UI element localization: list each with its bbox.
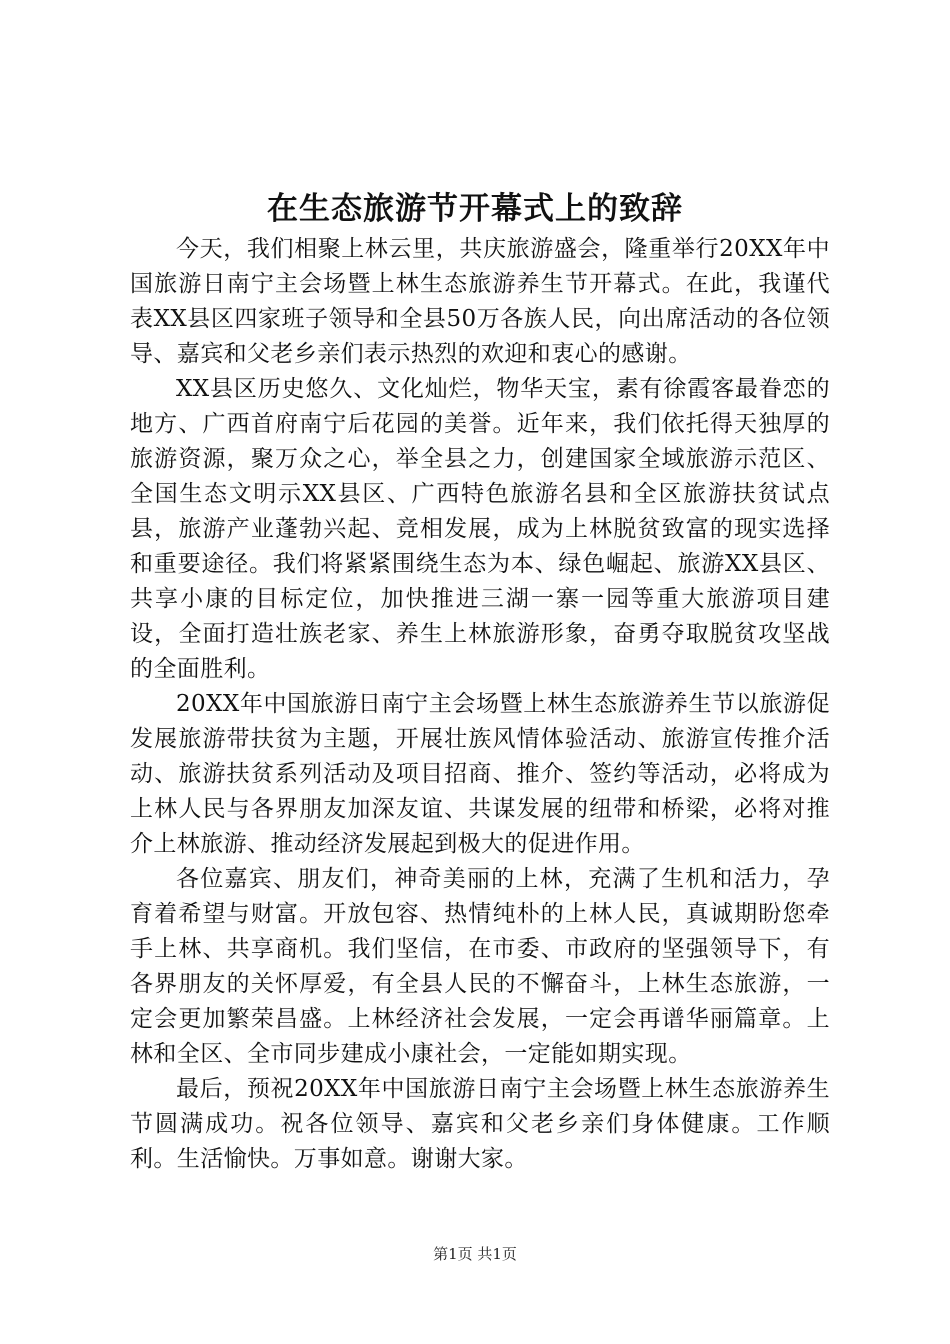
page-number-footer: 第1页 共1页 [433, 1245, 517, 1263]
paragraph-5: 最后，预祝20XX年中国旅游日南宁主会场暨上林生态旅游养生节圆满成功。祝各位领导、嘉宾和父老乡亲们身体健康。工作顺利。生活愉快。万事如意。谢谢大家。 [130, 1076, 830, 1172]
paragraph-3: 20XX年中国旅游日南宁主会场暨上林生态旅游养生节以旅游促发展旅游带扶贫为主题，开展壮族风情体验活动、旅游宣传推介活动、旅游扶贫系列活动及项目招商、推介、签约等活动，必将成为上林人民与各界朋友加深友谊、共谋发展的纽带和桥梁，必将对推介上林旅游、推动经济发展起到极大的促进作用。 [130, 691, 830, 857]
document-title: 在生态旅游节开幕式上的致辞 [267, 191, 683, 227]
document-body [130, 232, 830, 1177]
paragraph-1: 今天，我们相聚上林云里，共庆旅游盛会，隆重举行20XX年中国旅游日南宁主会场暨上林生态旅游养生节开幕式。在此，我谨代表XX县区四家班子领导和全县50万各族人民，向出席活动的各位领导、嘉宾和父老乡亲们表示热烈的欢迎和衷心的感谢。 [130, 236, 830, 367]
paragraph-4: 各位嘉宾、朋友们，神奇美丽的上林，充满了生机和活力，孕育着希望与财富。开放包容、热情纯朴的上林人民，真诚期盼您牵手上林、共享商机。我们坚信，在市委、市政府的坚强领导下，有各界朋友的关怀厚爱，有全县人民的不懈奋斗，上林生态旅游，一定会更加繁荣昌盛。上林经济社会发展，一定会再谱华丽篇章。上林和全区、全市同步建成小康社会，一定能如期实现。 [130, 866, 830, 1067]
paragraph-2: XX县区历史悠久、文化灿烂，物华天宝，素有徐霞客最眷恋的地方、广西首府南宁后花园的美誉。近年来，我们依托得天独厚的旅游资源，聚万众之心，举全县之力，创建国家全域旅游示范区、全国生态文明示XX县区、广西特色旅游名县和全区旅游扶贫试点县，旅游产业蓬勃兴起、竞相发展，成为上林脱贫致富的现实选择和重要途径。我们将紧紧围绕生态为本、绿色崛起、旅游XX县区、共享小康的目标定位，加快推进三湖一寨一园等重大旅游项目建设，全面打造壮族老家、养生上林旅游形象，奋勇夺取脱贫攻坚战的全面胜利。 [130, 376, 830, 682]
